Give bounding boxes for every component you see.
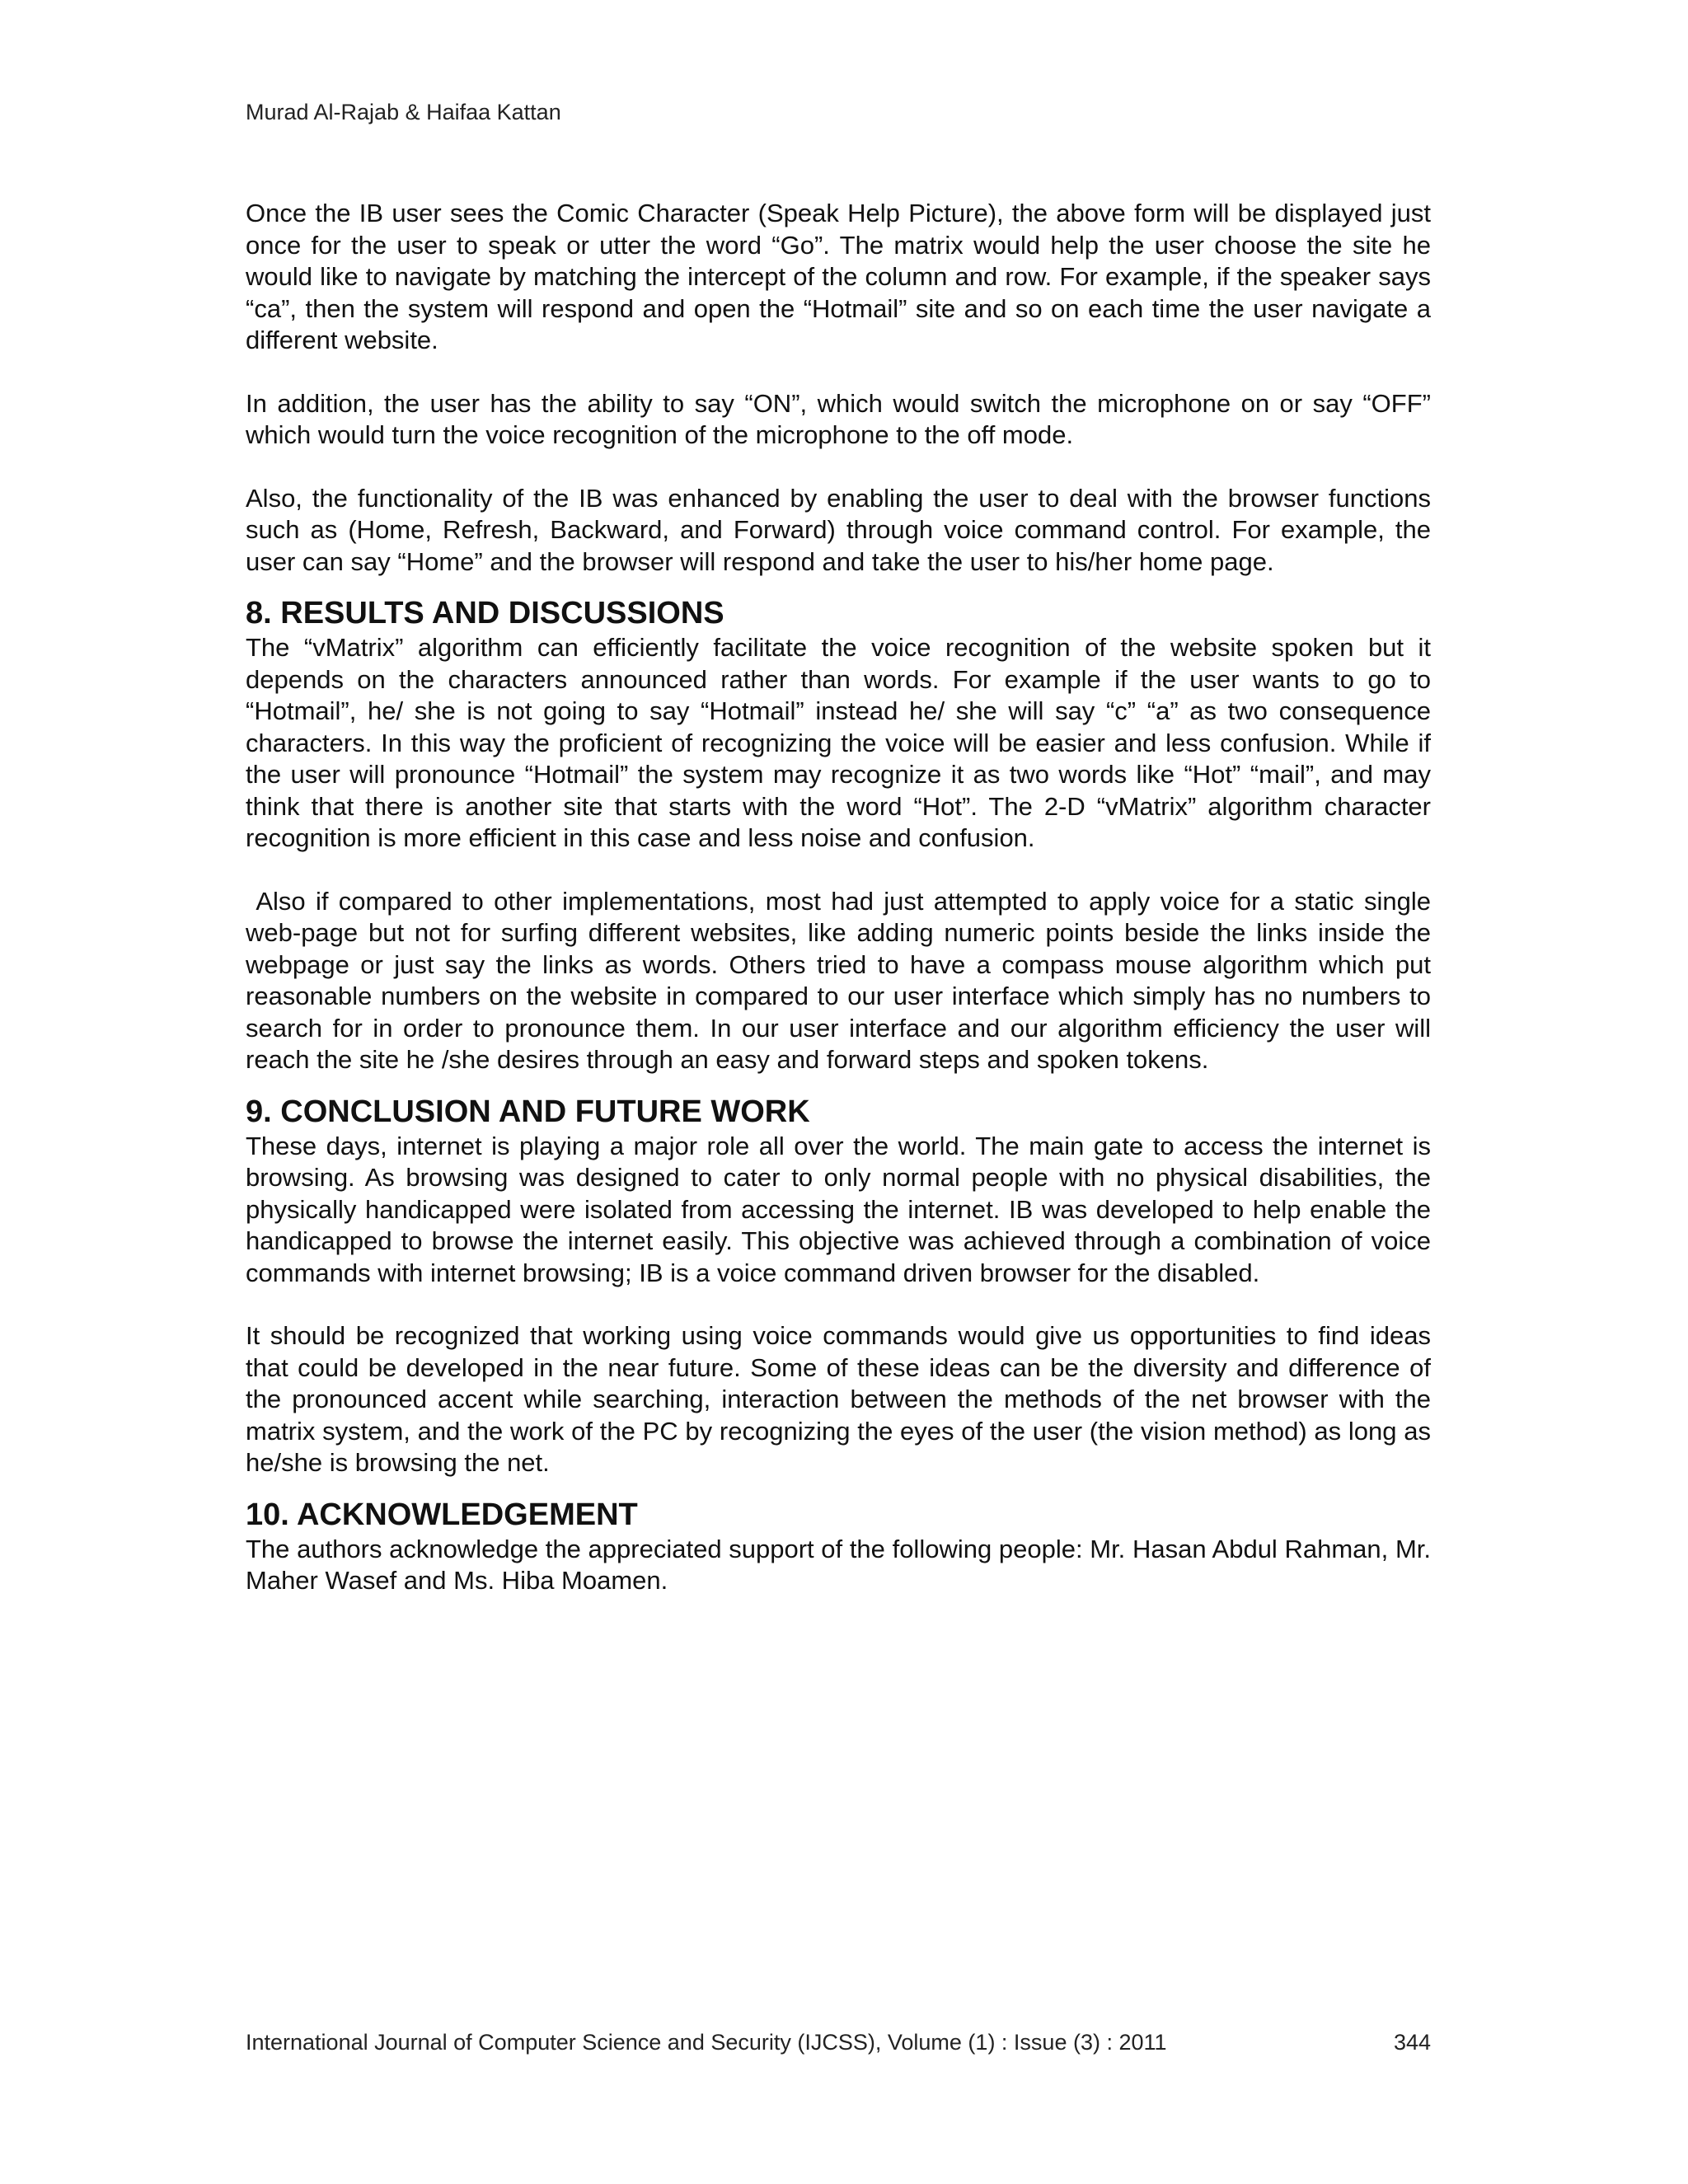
running-head: Murad Al-Rajab & Haifaa Kattan bbox=[246, 100, 561, 124]
paragraph: In addition, the user has the ability to say “ON”, which would switch the microphone on or say “OFF” which would turn the voice recognition of the microphone to the off mode. bbox=[246, 388, 1431, 449]
paragraph: Also if compared to other implementations, most had just attempted to apply voice for a static single web-page but not for surfing different websites, like adding numeric points beside the links inside the webpage or just say the links as words. Others tried to have a compass mouse algorithm which put reasonable numbers on the website in compared to our user interface which simply has no numbers to search for in order to pronounce them. In our user interface and our algorithm efficiency the user will reach the site he /she desires through an easy and forward steps and spoken tokens. bbox=[246, 886, 1438, 1074]
paragraph: The authors acknowledge the appreciated support of the following people: Mr. Hasan Abdul Rahman, Mr. Maher Wasef and Ms. Hiba Moamen. bbox=[246, 1534, 1431, 1595]
page-number: 344 bbox=[1393, 2030, 1431, 2055]
journal-citation: International Journal of Computer Science and Security (IJCSS), Volume (1) : Issue (3) : 2011 bbox=[246, 2030, 1167, 2055]
paragraph: Also, the functionality of the IB was enhanced by enabling the user to deal with the browser functions such as (Home, Refresh, Backward, and Forward) through voice command control. For example, the user can say “Home” and the browser will respond and take the user to his/her home page. bbox=[246, 483, 1431, 576]
page-content bbox=[246, 198, 1438, 1629]
section-heading-acknowledgement: 10. ACKNOWLEDGEMENT bbox=[246, 1497, 638, 1532]
paragraph: Once the IB user sees the Comic Character (Speak Help Picture), the above form will be displayed just once for the user to speak or utter the word “Go”. The matrix would help the user choose the site he would like to navigate by matching the intercept of the column and row. For example, if the speaker says “ca”, then the system will respond and open the “Hotmail” site and so on each time the user navigate a different website. bbox=[246, 199, 1431, 354]
paragraph: These days, internet is playing a major role all over the world. The main gate to access the internet is browsing. As browsing was designed to cater to only normal people with no physical disabilities, the physically handicapped were isolated from accessing the internet. IB was developed to help enable the handicapped to browse the internet easily. This objective was achieved through a combination of voice commands with internet browsing; IB is a voice command driven browser for the disabled. bbox=[246, 1131, 1431, 1287]
paragraph: It should be recognized that working using voice commands would give us opportunities to find ideas that could be developed in the near future. Some of these ideas can be the diversity and difference of the pronounced accent while searching, interaction between the methods of the net browser with the matrix system, and the work of the PC by recognizing the eyes of the user (the vision method) as long as he/she is browsing the net. bbox=[246, 1321, 1431, 1477]
section-heading-conclusion: 9. CONCLUSION AND FUTURE WORK bbox=[246, 1094, 810, 1129]
paragraph: The “vMatrix” algorithm can efficiently facilitate the voice recognition of the website spoken but it depends on the characters announced rather than words. For example if the user wants to go to “Hotmail”, he/ she is not going to say “Hotmail” instead he/ she will say “c” “a” as two consequence characters. In this way the proficient of recognizing the voice will be easier and less confusion. While if the user will pronounce “Hotmail” the system may recognize it as two words like “Hot” “mail”, and may think that there is another site that starts with the word “Hot”. The 2-D “vMatrix” algorithm character recognition is more efficient in this case and less noise and confusion. bbox=[246, 633, 1431, 852]
section-heading-results: 8. RESULTS AND DISCUSSIONS bbox=[246, 596, 724, 630]
